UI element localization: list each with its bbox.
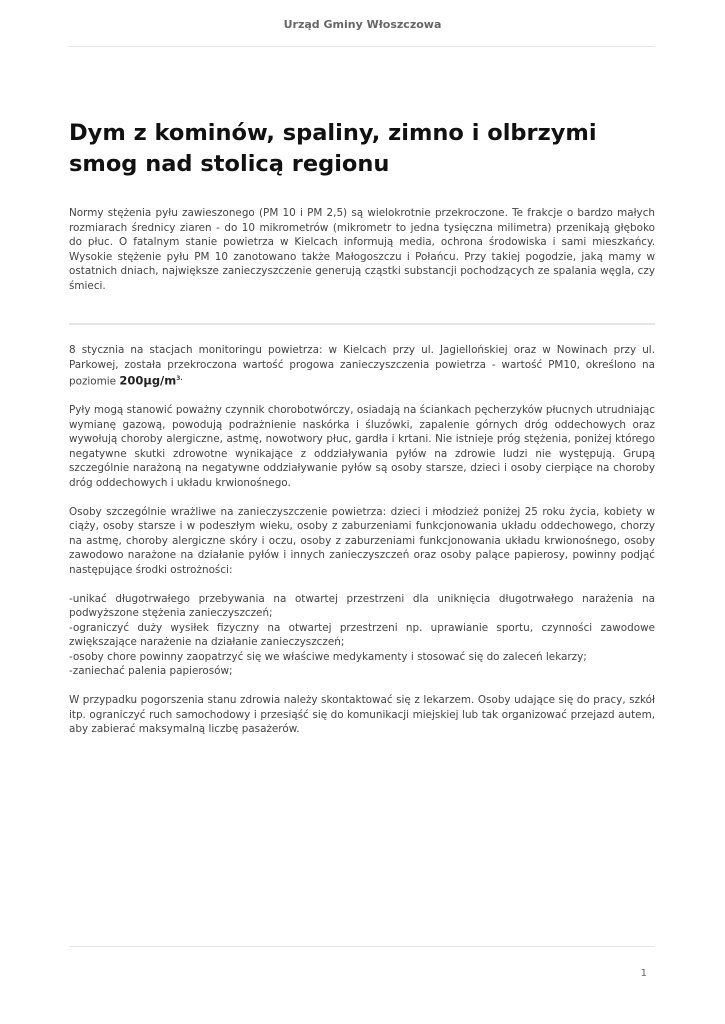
list-item: -osoby chore powinny zaopatrzyć się we właściwe medykamenty i stosować się do zaleceń lekarzy; bbox=[69, 650, 587, 663]
section-divider bbox=[69, 323, 655, 325]
list-item: -zaniechać palenia papierosów; bbox=[69, 665, 233, 678]
article-body bbox=[69, 343, 655, 751]
paragraph-measurement bbox=[69, 343, 655, 389]
page-number: 1 bbox=[640, 968, 647, 979]
measurement-text: 8 stycznia na stacjach monitoringu powietrza: w Kielcach przy ul. Jagiellońskiej oraz w Nowinach przy ul. Parkowej, została przekroczona wartość progowa zanieczyszczenia powietrza - wartość PM10, określono na poziomie bbox=[69, 344, 655, 388]
paragraph-health-effects: Pyły mogą stanowić poważny czynnik chorobotwórczy, osiadają na ściankach pęcherzyków płucnych utrudniając wymianę gazową, powodują podrażnienie naskórka i śluzówki, zapalenie górnych dróg oddechowych oraz wywołują choroby alergiczne, astmę, nowotwory płuc, gardła i krtani. Nie istnieje próg stężenia, poniżej którego negatywne skutki zdrowotne wynikające z oddziaływania pyłów na zdrowie ludzi nie występują. Grupą szczególnie narażoną na negatywne oddziaływanie pyłów są osoby starsze, dzieci i osoby cierpiące na choroby dróg oddechowych i układu krwionośnego. bbox=[69, 404, 655, 489]
list-item: -ograniczyć duży wysiłek fizyczny na otwartej przestrzeni np. uprawianie sportu, czynności zawodowe zwiększające narażenie na działanie zanieczyszczeń; bbox=[69, 621, 655, 649]
list-item: -unikać długotrwałego przebywania na otwartej przestrzeni dla uniknięcia długotrwałego narażenia na podwyższone stężenia zanieczyszczeń; bbox=[69, 592, 655, 620]
paragraph-sensitive-groups: Osoby szczególnie wrażliwe na zanieczyszczenie powietrza: dzieci i młodzież poniżej 25 roku życia, kobiety w ciąży, osoby starsze i w podeszłym wieku, osoby z zaburzeniami funkcjonowania układu oddechowego, chorzy na astmę, choroby alergiczne skóry i oczu, osoby z zaburzeniami funkcjonowania układu krwionośnego, osoby zawodowo narażone na działanie pyłów i innych zanieczyszczeń oraz osoby palące papierosy, powinny podjąć następujące środki ostrożności: bbox=[69, 505, 655, 576]
pm10-unit-sup: 3. bbox=[176, 375, 183, 382]
pm10-value: 200µg/m bbox=[119, 373, 177, 388]
footer-divider bbox=[69, 946, 655, 947]
article-title: Dym z kominów, spaliny, zimno i olbrzymi smog nad stolicą regionu bbox=[69, 120, 597, 177]
page-header-org: Urząd Gminy Włoszczowa bbox=[283, 18, 442, 31]
paragraph-recommendations: W przypadku pogorszenia stanu zdrowia należy skontaktować się z lekarzem. Osoby udające się do pracy, szkół itp. ograniczyć ruch samochodowy i przesiąść się do komunikacji miejskiej lub tak organizować przejazd autem, aby zabierać maksymalną liczbę pasażerów. bbox=[69, 694, 655, 736]
article-lead: Normy stężenia pyłu zawieszonego (PM 10 i PM 2,5) są wielokrotnie przekroczone. Te frakcje o bardzo małych rozmiarach średnicy ziaren - do 10 mikrometrów (mikrometr to jedna tysięczna milimetra) przenikają głęboko do płuc. O fatalnym stanie powietrza w Kielcach informują media, ochrona środowiska i sami mieszkańcy. Wysokie stężenie pyłu PM 10 zanotowano także Małogoszczu i Połańcu. Przy takiej pogodzie, jaką mamy w ostatnich dniach, największe zanieczyszczenie generują cząstki substancji pochodzących ze spalania węgla, czy śmieci. bbox=[69, 207, 655, 292]
header-divider bbox=[69, 46, 655, 47]
